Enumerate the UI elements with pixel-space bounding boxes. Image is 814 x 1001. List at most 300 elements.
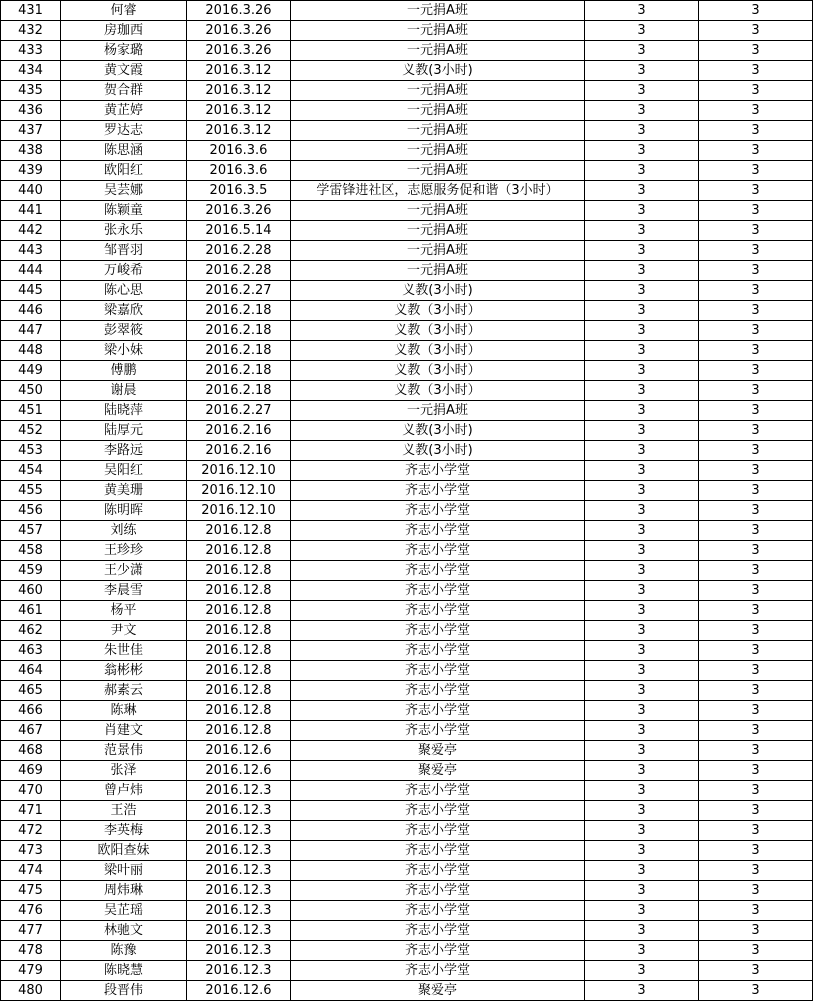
points-cell: 3 <box>699 201 813 221</box>
table-row <box>1 241 813 261</box>
table-body <box>1 1 813 1001</box>
activity-cell: 义教（3小时） <box>291 361 585 381</box>
row-number-cell: 458 <box>1 541 61 561</box>
activity-cell: 齐志小学堂 <box>291 841 585 861</box>
date-cell: 2016.12.8 <box>187 521 291 541</box>
name-cell: 陆晓萍 <box>61 401 187 421</box>
date-cell: 2016.2.16 <box>187 421 291 441</box>
activity-cell: 一元捐A班 <box>291 41 585 61</box>
name-cell: 杨平 <box>61 601 187 621</box>
points-cell: 3 <box>699 541 813 561</box>
table-row <box>1 201 813 221</box>
date-cell: 2016.12.10 <box>187 501 291 521</box>
row-number-cell: 441 <box>1 201 61 221</box>
name-cell: 郝素云 <box>61 681 187 701</box>
row-number-cell: 431 <box>1 1 61 21</box>
table-row <box>1 401 813 421</box>
name-cell: 梁叶丽 <box>61 861 187 881</box>
date-cell: 2016.12.3 <box>187 961 291 981</box>
name-cell: 吴芸娜 <box>61 181 187 201</box>
row-number-cell: 466 <box>1 701 61 721</box>
date-cell: 2016.3.6 <box>187 161 291 181</box>
date-cell: 2016.2.28 <box>187 241 291 261</box>
points-cell: 3 <box>699 241 813 261</box>
row-number-cell: 477 <box>1 921 61 941</box>
hours-cell: 3 <box>585 701 699 721</box>
date-cell: 2016.12.3 <box>187 841 291 861</box>
row-number-cell: 448 <box>1 341 61 361</box>
name-cell: 张永乐 <box>61 221 187 241</box>
name-cell: 陈豫 <box>61 941 187 961</box>
name-cell: 梁嘉欣 <box>61 301 187 321</box>
row-number-cell: 452 <box>1 421 61 441</box>
activity-cell: 义教（3小时） <box>291 301 585 321</box>
row-number-cell: 437 <box>1 121 61 141</box>
row-number-cell: 436 <box>1 101 61 121</box>
hours-cell: 3 <box>585 861 699 881</box>
name-cell: 罗达志 <box>61 121 187 141</box>
activity-cell: 齐志小学堂 <box>291 701 585 721</box>
row-number-cell: 462 <box>1 621 61 641</box>
activity-cell: 齐志小学堂 <box>291 561 585 581</box>
hours-cell: 3 <box>585 401 699 421</box>
activity-cell: 齐志小学堂 <box>291 541 585 561</box>
points-cell: 3 <box>699 661 813 681</box>
row-number-cell: 456 <box>1 501 61 521</box>
activity-cell: 齐志小学堂 <box>291 801 585 821</box>
hours-cell: 3 <box>585 481 699 501</box>
hours-cell: 3 <box>585 61 699 81</box>
activity-cell: 齐志小学堂 <box>291 961 585 981</box>
row-number-cell: 449 <box>1 361 61 381</box>
row-number-cell: 459 <box>1 561 61 581</box>
hours-cell: 3 <box>585 801 699 821</box>
row-number-cell: 460 <box>1 581 61 601</box>
row-number-cell: 465 <box>1 681 61 701</box>
points-cell: 3 <box>699 101 813 121</box>
date-cell: 2016.3.26 <box>187 1 291 21</box>
row-number-cell: 440 <box>1 181 61 201</box>
table-row <box>1 681 813 701</box>
date-cell: 2016.2.18 <box>187 361 291 381</box>
name-cell: 朱世佳 <box>61 641 187 661</box>
hours-cell: 3 <box>585 841 699 861</box>
hours-cell: 3 <box>585 781 699 801</box>
date-cell: 2016.12.10 <box>187 461 291 481</box>
date-cell: 2016.2.16 <box>187 441 291 461</box>
activity-cell: 齐志小学堂 <box>291 881 585 901</box>
activity-cell: 聚爱亭 <box>291 741 585 761</box>
points-cell: 3 <box>699 341 813 361</box>
table-row <box>1 761 813 781</box>
table-row <box>1 301 813 321</box>
points-cell: 3 <box>699 701 813 721</box>
name-cell: 陈颖童 <box>61 201 187 221</box>
table-row <box>1 281 813 301</box>
activity-cell: 义教(3小时) <box>291 281 585 301</box>
row-number-cell: 479 <box>1 961 61 981</box>
points-cell: 3 <box>699 561 813 581</box>
date-cell: 2016.12.8 <box>187 661 291 681</box>
points-cell: 3 <box>699 461 813 481</box>
table-row <box>1 441 813 461</box>
hours-cell: 3 <box>585 961 699 981</box>
name-cell: 黄文霞 <box>61 61 187 81</box>
date-cell: 2016.12.3 <box>187 881 291 901</box>
activity-cell: 一元捐A班 <box>291 141 585 161</box>
name-cell: 张泽 <box>61 761 187 781</box>
date-cell: 2016.12.6 <box>187 761 291 781</box>
table-row <box>1 421 813 441</box>
date-cell: 2016.12.8 <box>187 561 291 581</box>
points-cell: 3 <box>699 181 813 201</box>
date-cell: 2016.3.12 <box>187 101 291 121</box>
hours-cell: 3 <box>585 101 699 121</box>
name-cell: 陈思涵 <box>61 141 187 161</box>
points-cell: 3 <box>699 281 813 301</box>
points-cell: 3 <box>699 821 813 841</box>
name-cell: 黄芷婷 <box>61 101 187 121</box>
name-cell: 黄美珊 <box>61 481 187 501</box>
activity-cell: 义教(3小时) <box>291 441 585 461</box>
points-cell: 3 <box>699 601 813 621</box>
name-cell: 傅鹏 <box>61 361 187 381</box>
row-number-cell: 439 <box>1 161 61 181</box>
name-cell: 李英梅 <box>61 821 187 841</box>
activity-cell: 齐志小学堂 <box>291 501 585 521</box>
row-number-cell: 434 <box>1 61 61 81</box>
table-row <box>1 901 813 921</box>
hours-cell: 3 <box>585 661 699 681</box>
name-cell: 贺合群 <box>61 81 187 101</box>
table-row <box>1 961 813 981</box>
row-number-cell: 461 <box>1 601 61 621</box>
points-cell: 3 <box>699 321 813 341</box>
hours-cell: 3 <box>585 941 699 961</box>
date-cell: 2016.12.3 <box>187 781 291 801</box>
points-cell: 3 <box>699 301 813 321</box>
date-cell: 2016.2.18 <box>187 341 291 361</box>
hours-cell: 3 <box>585 21 699 41</box>
name-cell: 周炜琳 <box>61 881 187 901</box>
row-number-cell: 435 <box>1 81 61 101</box>
date-cell: 2016.2.27 <box>187 401 291 421</box>
table-row <box>1 341 813 361</box>
hours-cell: 3 <box>585 541 699 561</box>
row-number-cell: 471 <box>1 801 61 821</box>
name-cell: 谢晨 <box>61 381 187 401</box>
row-number-cell: 464 <box>1 661 61 681</box>
table-row <box>1 861 813 881</box>
activity-cell: 齐志小学堂 <box>291 921 585 941</box>
points-cell: 3 <box>699 421 813 441</box>
points-cell: 3 <box>699 401 813 421</box>
date-cell: 2016.12.8 <box>187 681 291 701</box>
points-cell: 3 <box>699 641 813 661</box>
table-row <box>1 181 813 201</box>
table-row <box>1 641 813 661</box>
table-row <box>1 701 813 721</box>
name-cell: 林驰文 <box>61 921 187 941</box>
date-cell: 2016.12.8 <box>187 701 291 721</box>
row-number-cell: 445 <box>1 281 61 301</box>
points-cell: 3 <box>699 921 813 941</box>
points-cell: 3 <box>699 801 813 821</box>
hours-cell: 3 <box>585 281 699 301</box>
points-cell: 3 <box>699 681 813 701</box>
date-cell: 2016.2.27 <box>187 281 291 301</box>
activity-cell: 学雷锋进社区，志愿服务促和谐（3小时） <box>291 181 585 201</box>
date-cell: 2016.12.3 <box>187 901 291 921</box>
activity-cell: 齐志小学堂 <box>291 481 585 501</box>
name-cell: 段晋伟 <box>61 981 187 1001</box>
date-cell: 2016.12.3 <box>187 861 291 881</box>
points-cell: 3 <box>699 441 813 461</box>
row-number-cell: 454 <box>1 461 61 481</box>
name-cell: 欧阳查妹 <box>61 841 187 861</box>
date-cell: 2016.3.6 <box>187 141 291 161</box>
hours-cell: 3 <box>585 681 699 701</box>
table-row <box>1 841 813 861</box>
points-cell: 3 <box>699 21 813 41</box>
name-cell: 刘练 <box>61 521 187 541</box>
hours-cell: 3 <box>585 361 699 381</box>
table-row <box>1 161 813 181</box>
points-cell: 3 <box>699 621 813 641</box>
name-cell: 万峻希 <box>61 261 187 281</box>
row-number-cell: 463 <box>1 641 61 661</box>
row-number-cell: 455 <box>1 481 61 501</box>
row-number-cell: 467 <box>1 721 61 741</box>
date-cell: 2016.2.18 <box>187 381 291 401</box>
hours-cell: 3 <box>585 821 699 841</box>
name-cell: 吴芷瑶 <box>61 901 187 921</box>
name-cell: 李路远 <box>61 441 187 461</box>
points-cell: 3 <box>699 581 813 601</box>
activity-cell: 一元捐A班 <box>291 201 585 221</box>
row-number-cell: 457 <box>1 521 61 541</box>
hours-cell: 3 <box>585 501 699 521</box>
name-cell: 王珍珍 <box>61 541 187 561</box>
row-number-cell: 473 <box>1 841 61 861</box>
hours-cell: 3 <box>585 721 699 741</box>
activity-cell: 齐志小学堂 <box>291 641 585 661</box>
points-cell: 3 <box>699 721 813 741</box>
row-number-cell: 433 <box>1 41 61 61</box>
date-cell: 2016.3.5 <box>187 181 291 201</box>
name-cell: 翁彬彬 <box>61 661 187 681</box>
table-row <box>1 381 813 401</box>
name-cell: 王浩 <box>61 801 187 821</box>
points-cell: 3 <box>699 941 813 961</box>
table-row <box>1 101 813 121</box>
row-number-cell: 442 <box>1 221 61 241</box>
hours-cell: 3 <box>585 1 699 21</box>
table-row <box>1 321 813 341</box>
activity-cell: 一元捐A班 <box>291 401 585 421</box>
hours-cell: 3 <box>585 321 699 341</box>
table-row <box>1 541 813 561</box>
date-cell: 2016.12.3 <box>187 921 291 941</box>
row-number-cell: 478 <box>1 941 61 961</box>
hours-cell: 3 <box>585 561 699 581</box>
points-cell: 3 <box>699 881 813 901</box>
name-cell: 梁小妹 <box>61 341 187 361</box>
name-cell: 曾卢炜 <box>61 781 187 801</box>
hours-cell: 3 <box>585 901 699 921</box>
table-row <box>1 361 813 381</box>
points-cell: 3 <box>699 261 813 281</box>
row-number-cell: 468 <box>1 741 61 761</box>
hours-cell: 3 <box>585 201 699 221</box>
date-cell: 2016.12.8 <box>187 641 291 661</box>
table-row <box>1 21 813 41</box>
hours-cell: 3 <box>585 881 699 901</box>
activity-cell: 一元捐A班 <box>291 241 585 261</box>
table-row <box>1 561 813 581</box>
table-row <box>1 801 813 821</box>
name-cell: 吴阳红 <box>61 461 187 481</box>
activity-cell: 义教（3小时） <box>291 321 585 341</box>
activity-cell: 聚爱亭 <box>291 981 585 1001</box>
date-cell: 2016.12.6 <box>187 741 291 761</box>
hours-cell: 3 <box>585 741 699 761</box>
table-row <box>1 141 813 161</box>
points-cell: 3 <box>699 121 813 141</box>
row-number-cell: 438 <box>1 141 61 161</box>
activity-cell: 齐志小学堂 <box>291 861 585 881</box>
points-cell: 3 <box>699 361 813 381</box>
points-cell: 3 <box>699 901 813 921</box>
row-number-cell: 443 <box>1 241 61 261</box>
hours-cell: 3 <box>585 981 699 1001</box>
name-cell: 陆厚元 <box>61 421 187 441</box>
hours-cell: 3 <box>585 761 699 781</box>
activity-cell: 义教（3小时） <box>291 381 585 401</box>
activity-cell: 齐志小学堂 <box>291 521 585 541</box>
name-cell: 范景伟 <box>61 741 187 761</box>
points-cell: 3 <box>699 521 813 541</box>
hours-cell: 3 <box>585 41 699 61</box>
hours-cell: 3 <box>585 341 699 361</box>
date-cell: 2016.12.3 <box>187 821 291 841</box>
activity-cell: 齐志小学堂 <box>291 601 585 621</box>
table-row <box>1 821 813 841</box>
points-cell: 3 <box>699 1 813 21</box>
table-row <box>1 61 813 81</box>
row-number-cell: 469 <box>1 761 61 781</box>
hours-cell: 3 <box>585 181 699 201</box>
table-row <box>1 981 813 1001</box>
hours-cell: 3 <box>585 241 699 261</box>
table-row <box>1 121 813 141</box>
table-row <box>1 481 813 501</box>
table-row <box>1 741 813 761</box>
hours-cell: 3 <box>585 141 699 161</box>
points-cell: 3 <box>699 501 813 521</box>
activity-cell: 齐志小学堂 <box>291 821 585 841</box>
row-number-cell: 472 <box>1 821 61 841</box>
table-row <box>1 81 813 101</box>
hours-cell: 3 <box>585 301 699 321</box>
date-cell: 2016.12.8 <box>187 721 291 741</box>
activity-cell: 一元捐A班 <box>291 121 585 141</box>
points-cell: 3 <box>699 141 813 161</box>
activity-cell: 一元捐A班 <box>291 81 585 101</box>
points-cell: 3 <box>699 781 813 801</box>
table-row <box>1 461 813 481</box>
hours-cell: 3 <box>585 601 699 621</box>
activity-cell: 义教(3小时) <box>291 421 585 441</box>
name-cell: 陈晓慧 <box>61 961 187 981</box>
row-number-cell: 444 <box>1 261 61 281</box>
points-cell: 3 <box>699 221 813 241</box>
points-cell: 3 <box>699 741 813 761</box>
table-row <box>1 1 813 21</box>
points-cell: 3 <box>699 761 813 781</box>
table-row <box>1 601 813 621</box>
table-row <box>1 621 813 641</box>
hours-cell: 3 <box>585 921 699 941</box>
hours-cell: 3 <box>585 161 699 181</box>
table-row <box>1 721 813 741</box>
hours-cell: 3 <box>585 381 699 401</box>
date-cell: 2016.3.26 <box>187 201 291 221</box>
activity-cell: 齐志小学堂 <box>291 721 585 741</box>
name-cell: 杨家璐 <box>61 41 187 61</box>
date-cell: 2016.12.10 <box>187 481 291 501</box>
hours-cell: 3 <box>585 521 699 541</box>
name-cell: 何睿 <box>61 1 187 21</box>
name-cell: 邹晋羽 <box>61 241 187 261</box>
activity-cell: 齐志小学堂 <box>291 661 585 681</box>
hours-cell: 3 <box>585 81 699 101</box>
hours-cell: 3 <box>585 261 699 281</box>
row-number-cell: 474 <box>1 861 61 881</box>
hours-cell: 3 <box>585 641 699 661</box>
activity-cell: 一元捐A班 <box>291 221 585 241</box>
table-row <box>1 941 813 961</box>
hours-cell: 3 <box>585 441 699 461</box>
points-cell: 3 <box>699 981 813 1001</box>
table-row <box>1 881 813 901</box>
table-row <box>1 521 813 541</box>
table-row <box>1 41 813 61</box>
row-number-cell: 475 <box>1 881 61 901</box>
activity-cell: 齐志小学堂 <box>291 781 585 801</box>
date-cell: 2016.2.18 <box>187 321 291 341</box>
row-number-cell: 480 <box>1 981 61 1001</box>
table-row <box>1 781 813 801</box>
hours-cell: 3 <box>585 581 699 601</box>
name-cell: 彭翠筱 <box>61 321 187 341</box>
row-number-cell: 432 <box>1 21 61 41</box>
points-cell: 3 <box>699 861 813 881</box>
date-cell: 2016.12.3 <box>187 801 291 821</box>
date-cell: 2016.12.3 <box>187 941 291 961</box>
table-row <box>1 581 813 601</box>
hours-cell: 3 <box>585 121 699 141</box>
name-cell: 王少潇 <box>61 561 187 581</box>
activity-cell: 一元捐A班 <box>291 261 585 281</box>
name-cell: 陈心思 <box>61 281 187 301</box>
name-cell: 尹文 <box>61 621 187 641</box>
table-row <box>1 921 813 941</box>
hours-cell: 3 <box>585 221 699 241</box>
table-row <box>1 221 813 241</box>
activity-cell: 齐志小学堂 <box>291 901 585 921</box>
name-cell: 陈明晖 <box>61 501 187 521</box>
